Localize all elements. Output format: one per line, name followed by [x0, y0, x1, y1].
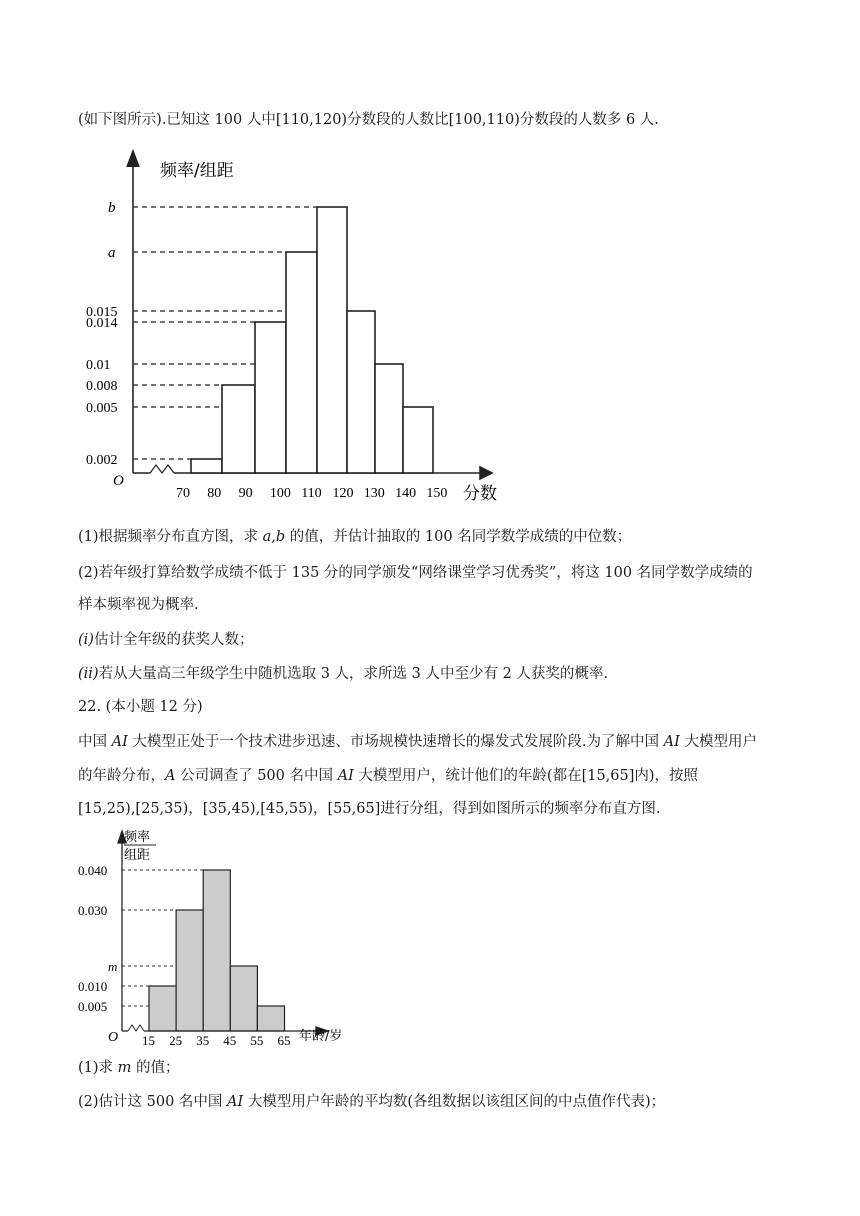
chart1-bar-1 — [222, 385, 255, 473]
chart1-ylabel: 频率/组距 — [160, 161, 234, 181]
chart2-origin: O — [108, 1030, 119, 1045]
q22-line3: [15,25),[25,35)，[35,45),[45,55)，[55,65]进行分组，得到如图所示的频率分布直方图. — [78, 801, 661, 817]
chart1-origin: O — [113, 473, 124, 489]
chart2-xtick-1: 25 — [169, 1033, 183, 1048]
q22-sub1: (1)求 m 的值； — [78, 1060, 180, 1076]
chart1-ytick-4: 0.01 — [86, 358, 111, 373]
q21-part1: (1)根据频率分布直方图，求 a,b 的值，并估计抽取的 100 名同学数学成绩的中位数； — [78, 529, 632, 545]
q21-subpart-ii: (ii)若从大量高三年级学生中随机选取 3 人，求所选 3 人中至少有 2 人获奖的概率. — [78, 666, 609, 682]
q22-line1: 中国 AI 大模型正处于一个技术进步迅速、市场规模快速增长的爆发式发展阶段.为了解中国 AI 大模型用户 — [78, 734, 757, 750]
chart2-ytick-0: 0.040 — [78, 863, 108, 878]
chart1-xtick-1: 80 — [207, 486, 222, 501]
q22-sub2: (2)估计这 500 名中国 AI 大模型用户年龄的平均数(各组数据以该组区间的中点值作代表)； — [78, 1094, 666, 1110]
chart2-bar-0 — [149, 986, 176, 1031]
chart2-bar-2 — [203, 870, 230, 1031]
chart2-xtick-2: 35 — [196, 1033, 210, 1048]
chart1-xtick-5: 120 — [332, 486, 354, 501]
chart1-bar-5 — [347, 311, 375, 473]
chart1-ytick-3: 0.014 — [86, 316, 118, 331]
chart2-bar-3 — [230, 966, 257, 1031]
q21-part2-line2: 样本频率视为概率. — [78, 597, 199, 613]
intro-text: (如下图所示).已知这 100 人中[110,120)分数段的人数比[100,110)分数段的人数多 6 人. — [78, 112, 659, 128]
chart1-xtick-2: 90 — [238, 486, 253, 501]
chart2-bar-4 — [257, 1006, 284, 1031]
chart2-xtick-4: 55 — [250, 1033, 264, 1048]
chart2-ytick-2: m — [108, 959, 118, 974]
chart2-xtick-3: 45 — [223, 1033, 237, 1048]
chart1-xtick-0: 70 — [176, 486, 190, 501]
chart1-bar-7 — [403, 407, 433, 473]
chart1-bar-0 — [191, 459, 222, 473]
chart1-x-ticks — [176, 486, 447, 501]
chart1-xtick-8: 150 — [426, 486, 448, 501]
score-histogram — [86, 145, 510, 510]
chart1-y-ticks — [86, 200, 118, 468]
chart1-ytick-5: 0.008 — [86, 379, 118, 394]
chart1-ytick-1: a — [108, 245, 116, 261]
chart2-ytick-4: 0.005 — [78, 999, 108, 1014]
chart1-ytick-7: 0.002 — [86, 453, 118, 468]
chart1-xtick-3: 100 — [269, 486, 291, 501]
chart1-xtick-7: 140 — [395, 486, 417, 501]
q21-part2-line1: (2)若年级打算给数学成绩不低于 135 分的同学颁发“网络课堂学习优秀奖”，将这 100 名同学数学成绩的 — [78, 565, 753, 581]
chart2-xtick-0: 15 — [142, 1033, 155, 1048]
chart2-ylabel-top: 频率 — [124, 830, 151, 845]
chart1-bar-2 — [255, 322, 286, 473]
chart2-xtick-5: 65 — [277, 1033, 291, 1048]
chart2-x-ticks — [142, 1033, 291, 1048]
chart1-ytick-0: b — [108, 200, 116, 216]
chart1-xlabel: 分数 — [463, 484, 497, 504]
chart1-ytick-6: 0.005 — [86, 401, 118, 416]
q22-heading: 22. (本小题 12 分) — [78, 699, 203, 715]
chart1-ytick-2: 0.015 — [86, 305, 118, 320]
q21-subpart-i: (i)估计全年级的获奖人数； — [78, 632, 254, 648]
chart1-bar-4 — [317, 207, 347, 473]
chart2-ytick-1: 0.030 — [78, 903, 108, 918]
chart1-bars — [191, 207, 433, 473]
chart2-bar-1 — [176, 910, 203, 1031]
age-histogram — [70, 825, 370, 1050]
q22-line2: 的年龄分布，A 公司调查了 500 名中国 AI 大模型用户，统计他们的年龄(都在[15,65]内)，按照 — [78, 768, 699, 784]
chart1-bar-3 — [286, 252, 317, 473]
chart2-xlabel: 年龄/岁 — [299, 1029, 343, 1044]
chart2-ytick-3: 0.010 — [78, 979, 108, 994]
chart1-xtick-4: 110 — [301, 486, 322, 501]
chart1-bar-6 — [375, 364, 403, 473]
chart2-y-ticks — [78, 863, 117, 1014]
chart2-ylabel-bottom: 组距 — [124, 848, 151, 863]
chart2-bars — [149, 870, 285, 1031]
chart1-xtick-6: 130 — [363, 486, 385, 501]
